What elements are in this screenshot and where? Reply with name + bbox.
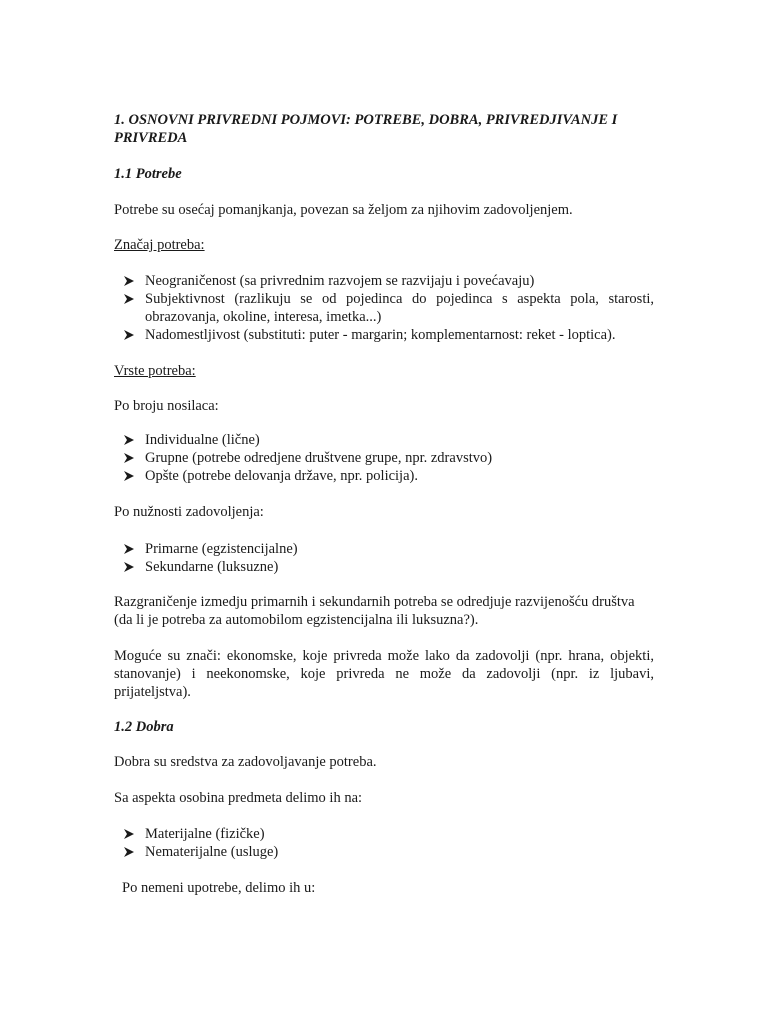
paragraph-potrebe-definition: Potrebe su osećaj pomanjkanja, povezan sa željom za njihovim zadovoljenjem. xyxy=(114,202,573,218)
list-item xyxy=(114,326,654,344)
arrowhead-bullet-icon xyxy=(124,330,134,340)
chapter-heading: 1. OSNOVNI PRIVREDNI POJMOVI: POTREBE, DOBRA, PRIVREDJIVANJE I PRIVREDA xyxy=(114,112,618,146)
arrowhead-bullet-icon xyxy=(124,544,134,554)
arrowhead-bullet-icon xyxy=(124,829,134,839)
vrste-label xyxy=(114,362,654,380)
list-item-text: Nematerijalne (usluge) xyxy=(145,844,279,860)
paragraph-dobra-definition: Dobra su sredstva za zadovoljavanje potreba. xyxy=(114,754,377,770)
znacaj-list-wrap xyxy=(114,272,654,344)
list-item-text: Materijalne (fizičke) xyxy=(145,826,265,842)
list-item xyxy=(114,540,654,558)
paragraph-nemeni: Po nemeni upotrebe, delimo ih u: xyxy=(122,880,316,896)
list-item xyxy=(114,843,654,861)
nuznost-list xyxy=(114,540,654,576)
list-item-text: Grupne (potrebe odredjene društvene grupe, npr. zdravstvo) xyxy=(145,450,493,466)
section-heading-dobra: 1.2 Dobra xyxy=(114,719,174,735)
aspekt-list xyxy=(114,825,654,861)
broj-list-wrap xyxy=(114,431,654,485)
po-nuznosti-label: Po nužnosti zadovoljenja: xyxy=(114,504,264,520)
list-item-text: Individualne (lične) xyxy=(145,432,260,448)
paragraph-aspekt: Sa aspekta osobina predmeta delimo ih na: xyxy=(114,790,363,806)
list-item-text: Neograničenost (sa privrednim razvojem se razvijaju i povećavaju) xyxy=(145,273,535,289)
list-item xyxy=(114,825,654,843)
list-item-text: Subjektivnost (razlikuju se od pojedinca do pojedinca s aspekta pola, starosti, obrazovanja, okoline, interesa, imetka...) xyxy=(145,291,654,325)
po-broju-label: Po broju nosilaca: xyxy=(114,398,219,414)
arrowhead-bullet-icon xyxy=(124,294,134,304)
znacaj-label xyxy=(114,236,654,254)
list-item-text: Sekundarne (luksuzne) xyxy=(145,559,279,575)
arrowhead-bullet-icon xyxy=(124,276,134,286)
arrowhead-bullet-icon xyxy=(124,847,134,857)
list-item xyxy=(114,431,654,449)
aspekt-list-wrap xyxy=(114,825,654,861)
arrowhead-bullet-icon xyxy=(124,471,134,481)
list-item xyxy=(114,290,654,326)
list-item xyxy=(114,467,654,485)
arrowhead-bullet-icon xyxy=(124,562,134,572)
list-item xyxy=(114,558,654,576)
list-item xyxy=(114,272,654,290)
list-item xyxy=(114,449,654,467)
znacaj-list xyxy=(114,272,654,344)
list-item-text: Opšte (potrebe delovanja države, npr. policija). xyxy=(145,468,418,484)
paragraph-moguce: Moguće su znači: ekonomske, koje privreda može lako da zadovolji (npr. hrana, objekti, stanovanje) i neekonomske, koje privreda ne može da zadovolji (npr. iz ljubavi, prijateljstva). xyxy=(114,648,654,700)
list-item-text: Primarne (egzistencijalne) xyxy=(145,541,298,557)
arrowhead-bullet-icon xyxy=(124,453,134,463)
vrste-label-text: Vrste potreba: xyxy=(114,363,196,379)
nuznost-list-wrap xyxy=(114,540,654,576)
list-item-text: Nadomestljivost (substituti: puter - margarin; komplementarnost: reket - loptica). xyxy=(145,327,616,343)
section-heading-potrebe: 1.1 Potrebe xyxy=(114,166,182,182)
broj-list xyxy=(114,431,654,485)
znacaj-label-text: Značaj potreba: xyxy=(114,237,205,253)
paragraph-razgranicenje: Razgraničenje izmedju primarnih i sekundarnih potreba se odredjuje razvijenošću društva (da li je potreba za automobilom egzistencijalna ili luksuzna?). xyxy=(114,594,635,628)
arrowhead-bullet-icon xyxy=(124,435,134,445)
